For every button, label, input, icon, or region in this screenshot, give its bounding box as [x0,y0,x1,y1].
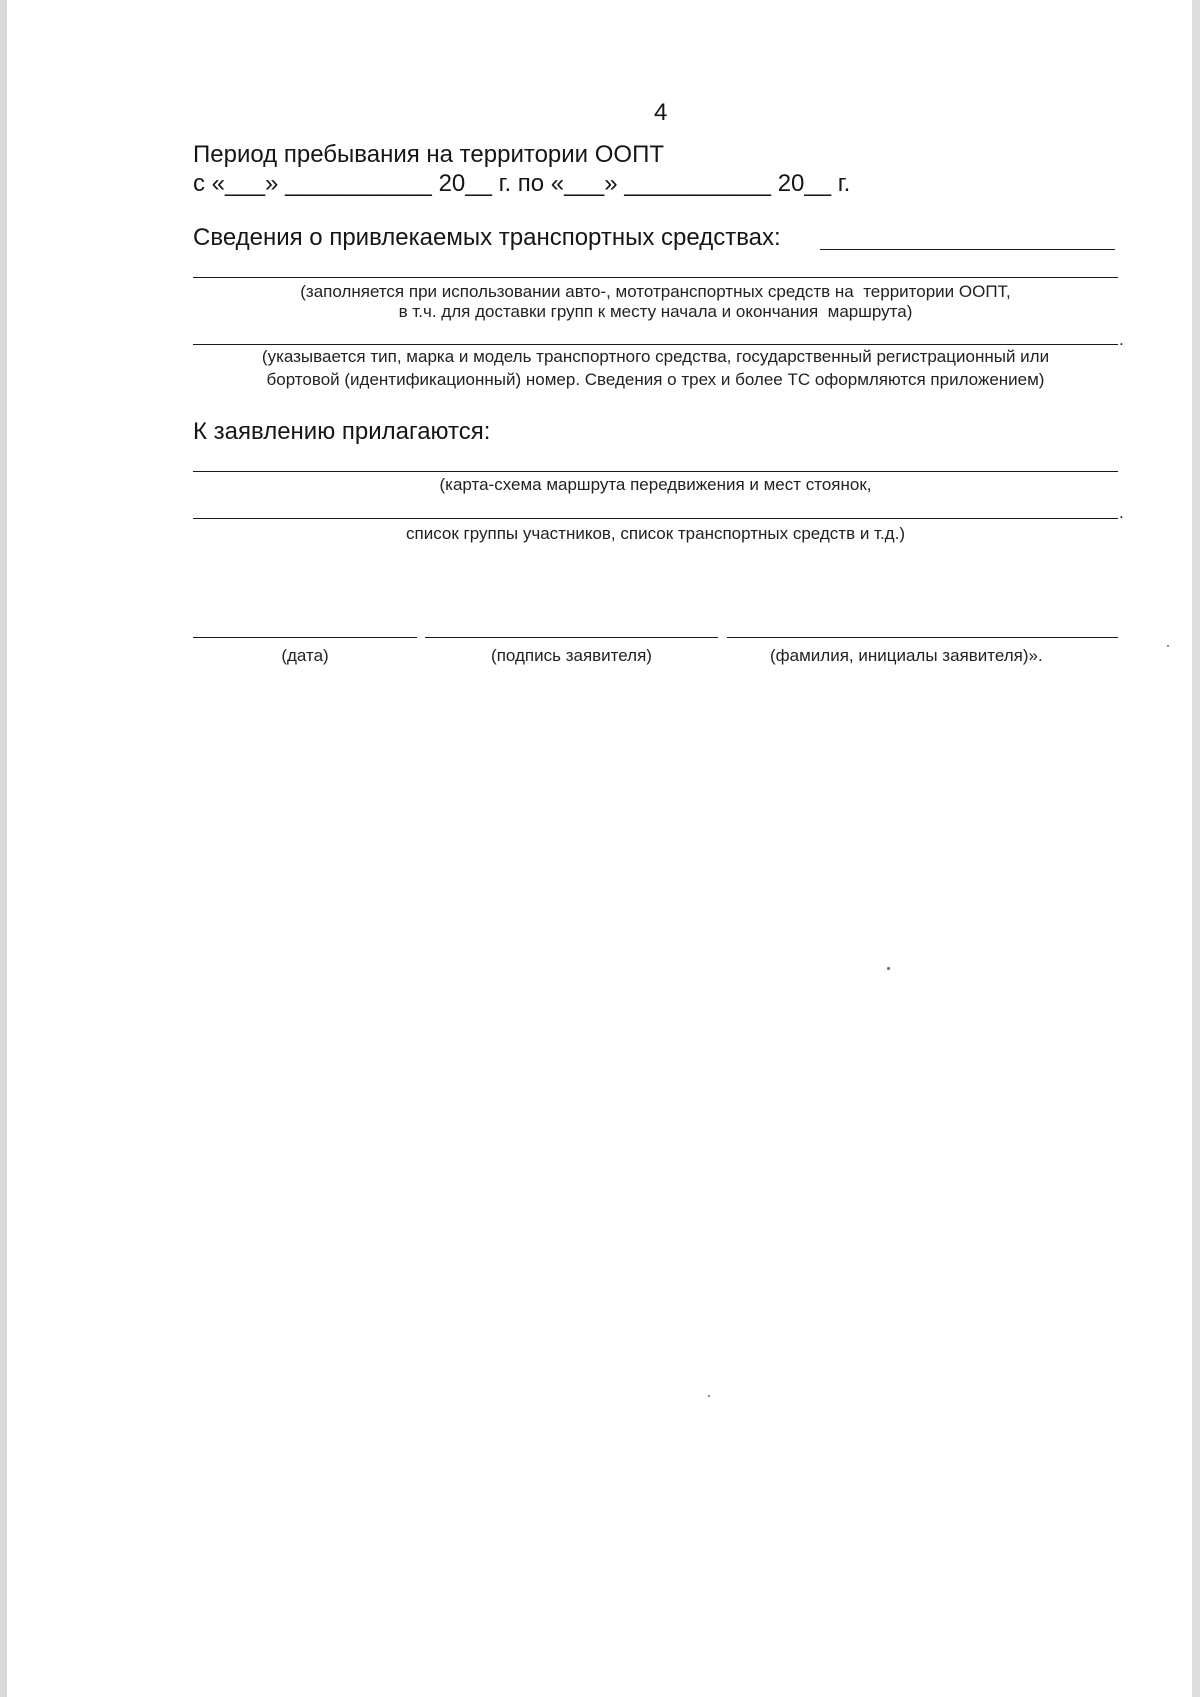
attachments-note-line-1: (карта-схема маршрута передвижения и мест стоянок, [439,475,872,494]
attachments-heading: К заявлению прилагаются: [193,418,491,445]
transport-heading-fill-line [820,249,1115,250]
scan-speck [887,967,890,970]
scan-speck [1167,645,1169,647]
attachments-line-1 [193,471,1118,472]
transport-line-1 [193,277,1118,278]
page-number: 4 [654,99,668,126]
transport-note-1-line-1: (заполняется при использовании авто-, мототранспортных средств на территории ООПТ, [300,282,1011,301]
scan-right-edge [1192,0,1200,1697]
period-title: Период пребывания на территории ООПТ [193,141,664,168]
signature-label: (подпись заявителя) [491,646,652,665]
scan-left-edge [0,0,7,1697]
attachments-trailing-dot: . [1119,503,1124,522]
signature-line [425,637,718,638]
date-line [193,637,417,638]
transport-note-2-line-2: бортовой (идентификационный) номер. Сведения о трех и более ТС оформляются приложением) [266,370,1045,389]
transport-heading: Сведения о привлекаемых транспортных средствах: [193,224,781,251]
transport-line-2 [193,344,1118,345]
transport-trailing-dot: . [1119,330,1124,349]
name-line [727,637,1118,638]
attachments-line-2 [193,518,1118,519]
name-label: (фамилия, инициалы заявителя)». [770,646,1043,665]
transport-note-1-line-2: в т.ч. для доставки групп к месту начала и окончания маршрута) [398,302,913,321]
transport-note-2-line-1: (указывается тип, марка и модель транспортного средства, государственный регистрационный или [261,347,1050,366]
period-dates-line: с «___» ___________ 20__ г. по «___» ___________ 20__ г. [193,170,851,197]
scan-speck [708,1395,710,1397]
attachments-note-line-2: список группы участников, список транспортных средств и т.д.) [406,524,905,543]
date-label: (дата) [281,646,329,665]
